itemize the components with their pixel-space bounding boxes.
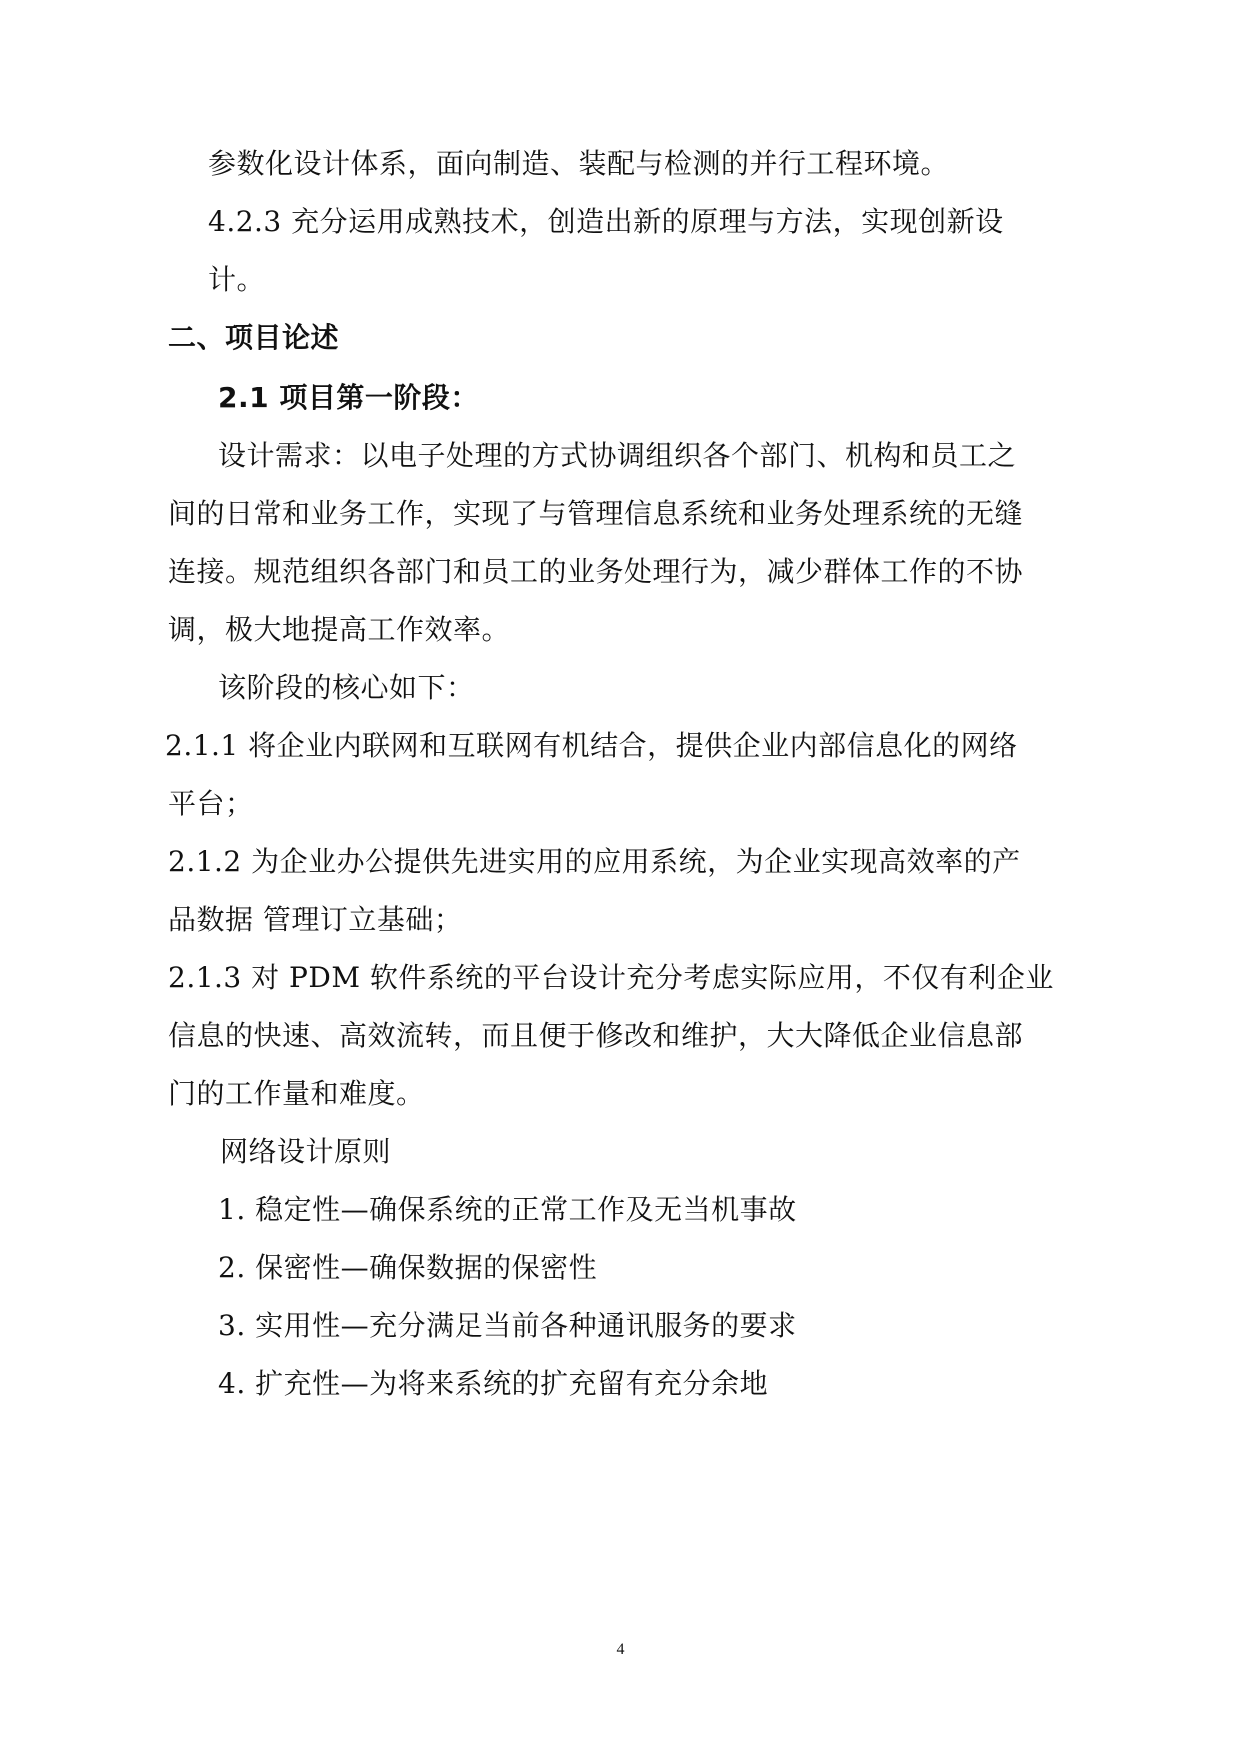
page-number: 4 — [616, 1641, 625, 1658]
principle-item: 2. 保密性—确保数据的保密性 — [218, 1251, 598, 1284]
principle-item: 3. 实用性—充分满足当前各种通讯服务的要求 — [218, 1309, 797, 1342]
paragraph-line: 设计需求：以电子处理的方式协调组织各个部门、机构和员工之 — [218, 439, 1017, 472]
paragraph-line: 调，极大地提高工作效率。 — [168, 613, 511, 646]
paragraph-line: 计。 — [208, 263, 266, 296]
list-item-line: 2.1.2 为企业办公提供先进实用的应用系统，为企业实现高效率的产 — [168, 845, 1021, 878]
list-item-line: 2.1.1 将企业内联网和互联网有机结合，提供企业内部信息化的网络 — [165, 729, 1018, 762]
paragraph-line: 参数化设计体系，面向制造、装配与检测的并行工程环境。 — [208, 147, 950, 180]
paragraph-line: 网络设计原则 — [220, 1135, 392, 1168]
paragraph-line: 连接。规范组织各部门和员工的业务处理行为，减少群体工作的不协 — [168, 555, 1024, 588]
subsection-heading: 2.1 项目第一阶段： — [218, 381, 479, 414]
list-item-line: 2.1.3 对 PDM 软件系统的平台设计充分考虑实际应用，不仅有利企业 — [168, 961, 1054, 994]
list-item-line: 品数据 管理订立基础； — [168, 903, 463, 936]
section-heading: 二、项目论述 — [168, 321, 340, 354]
paragraph-line: 该阶段的核心如下： — [218, 671, 475, 704]
paragraph-line: 4.2.3 充分运用成熟技术，创造出新的原理与方法，实现创新设 — [208, 205, 1004, 238]
principle-item: 4. 扩充性—为将来系统的扩充留有充分余地 — [218, 1367, 769, 1400]
list-item-line: 信息的快速、高效流转，而且便于修改和维护，大大降低企业信息部 — [168, 1019, 1024, 1052]
paragraph-line: 间的日常和业务工作，实现了与管理信息系统和业务处理系统的无缝 — [168, 497, 1024, 530]
principle-item: 1. 稳定性—确保系统的正常工作及无当机事故 — [218, 1193, 797, 1226]
list-item-line: 平台； — [168, 787, 254, 820]
list-item-line: 门的工作量和难度。 — [168, 1077, 425, 1110]
